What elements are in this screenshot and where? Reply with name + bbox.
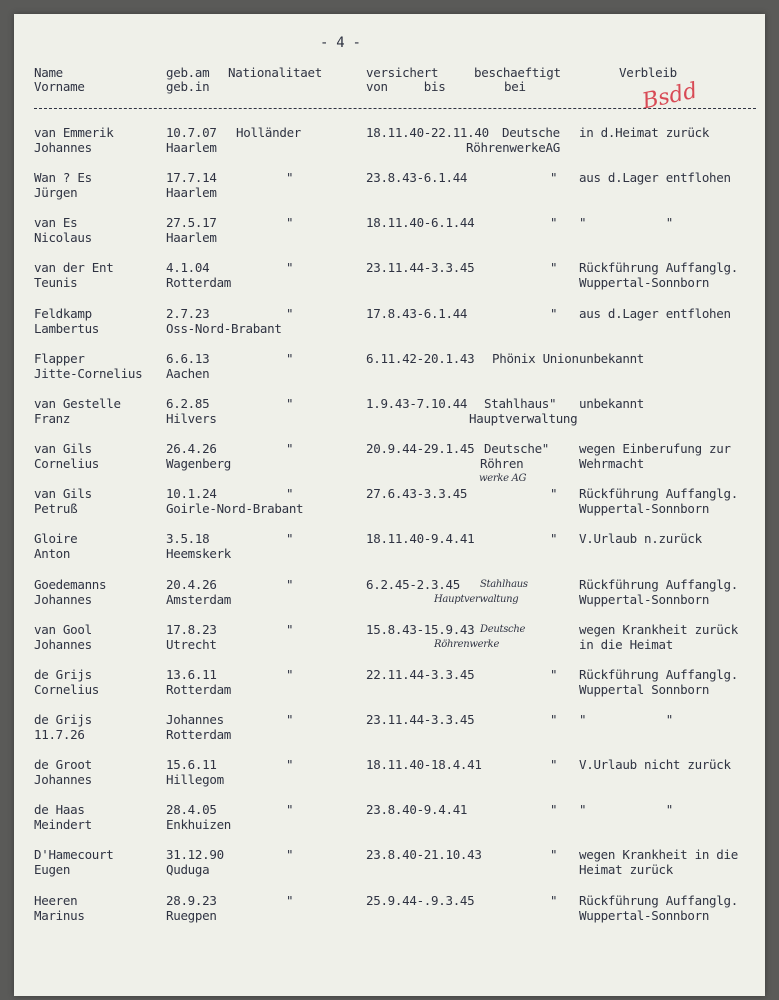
record-vorname: Johannes xyxy=(34,772,92,787)
record-vorname: Teunis xyxy=(34,275,78,290)
record-name: D'Hamecourt xyxy=(34,847,114,862)
record-birth-date: 17.7.14 xyxy=(166,170,217,185)
header-vorname: Vorname xyxy=(34,79,85,94)
page-number: - 4 - xyxy=(320,35,361,51)
record-whereabouts: Rückführung Auffanglg. xyxy=(579,893,738,908)
record-whereabouts: V.Urlaub n.zurück xyxy=(579,531,702,546)
record-whereabouts-line2: Wuppertal-Sonnborn xyxy=(579,592,710,607)
record-whereabouts: unbekannt xyxy=(579,396,645,411)
record-birth-date: 28.4.05 xyxy=(166,802,217,817)
record-whereabouts: " " xyxy=(579,712,673,727)
record-whereabouts-line2: in die Heimat xyxy=(579,637,673,652)
record-birth-date: 20.4.26 xyxy=(166,577,217,592)
record-birth-date: 6.6.13 xyxy=(166,351,210,366)
record-vorname: Franz xyxy=(34,411,71,426)
record-employer: " xyxy=(550,667,558,682)
record-name: de Grijs xyxy=(34,712,92,727)
record-vorname: Johannes xyxy=(34,592,92,607)
record-employer: Stahlhaus" xyxy=(484,396,557,411)
record-employer-line2: Hauptverwaltung xyxy=(434,594,519,605)
record-insured-period: 15.8.43-15.9.43 xyxy=(366,622,475,637)
record-name: van Emmerik xyxy=(34,125,114,140)
record-whereabouts: wegen Einberufung zur xyxy=(579,441,731,456)
record-employer: " xyxy=(550,757,558,772)
record-birth-date: 15.6.11 xyxy=(166,757,217,772)
record-name: Wan ? Es xyxy=(34,170,92,185)
record-birth-place: Quduga xyxy=(166,862,210,877)
record-nationality: " xyxy=(286,486,294,501)
record-insured-period: 23.8.40-9.4.41 xyxy=(366,802,468,817)
record-birth-place: Ruegpen xyxy=(166,908,217,923)
record-employer: Phönix Union xyxy=(492,351,579,366)
header-beschaeftigt: beschaeftigt xyxy=(474,65,561,80)
record-vorname: Cornelius xyxy=(34,456,100,471)
record-birth-place: Enkhuizen xyxy=(166,817,232,832)
record-birth-place: Haarlem xyxy=(166,230,217,245)
record-whereabouts: aus d.Lager entflohen xyxy=(579,306,731,321)
record-insured-period: 17.8.43-6.1.44 xyxy=(366,306,468,321)
record-insured-period: 27.6.43-3.3.45 xyxy=(366,486,468,501)
record-birth-date: 13.6.11 xyxy=(166,667,217,682)
record-insured-period: 6.11.42-20.1.43 xyxy=(366,351,475,366)
record-birth-place: Oss-Nord-Brabant xyxy=(166,321,282,336)
record-employer: " xyxy=(550,170,558,185)
record-employer-line2: Hauptverwaltung xyxy=(469,411,578,426)
record-vorname: Jürgen xyxy=(34,185,78,200)
record-insured-period: 22.11.44-3.3.45 xyxy=(366,667,475,682)
record-birth-date: 3.5.18 xyxy=(166,531,210,546)
record-birth-place: Rotterdam xyxy=(166,727,232,742)
record-birth-date: 4.1.04 xyxy=(166,260,210,275)
record-whereabouts: Rückführung Auffanglg. xyxy=(579,577,738,592)
record-whereabouts: Rückführung Auffanglg. xyxy=(579,486,738,501)
record-employer: Deutsche" xyxy=(484,441,550,456)
record-whereabouts: Rückführung Auffanglg. xyxy=(579,667,738,682)
record-insured-period: 18.11.40-9.4.41 xyxy=(366,531,475,546)
document-page xyxy=(14,14,765,996)
record-birth-place: Heemskerk xyxy=(166,546,232,561)
record-vorname: Meindert xyxy=(34,817,92,832)
record-employer: Deutsche xyxy=(502,125,560,140)
record-whereabouts: unbekannt xyxy=(579,351,645,366)
record-nationality: " xyxy=(286,802,294,817)
record-nationality: " xyxy=(286,667,294,682)
record-insured-period: 23.8.40-21.10.43 xyxy=(366,847,482,862)
header-verbleib: Verbleib xyxy=(619,65,677,80)
record-nationality: " xyxy=(286,351,294,366)
record-name: Goedemanns xyxy=(34,577,107,592)
record-vorname: Marinus xyxy=(34,908,85,923)
header-geb-in: geb.in xyxy=(166,79,210,94)
record-birth-date: 6.2.85 xyxy=(166,396,210,411)
record-vorname: Eugen xyxy=(34,862,71,877)
record-name: van der Ent xyxy=(34,260,114,275)
archive-stamp: Bsdd xyxy=(640,78,700,115)
record-name: de Groot xyxy=(34,757,92,772)
record-whereabouts: in d.Heimat zurück xyxy=(579,125,710,140)
record-birth-place: Amsterdam xyxy=(166,592,232,607)
record-employer: " xyxy=(550,893,558,908)
record-name: Flapper xyxy=(34,351,85,366)
record-name: van Es xyxy=(34,215,78,230)
record-employer-line3: werke AG xyxy=(479,473,527,484)
record-birth-place: Rotterdam xyxy=(166,275,232,290)
record-nationality: " xyxy=(286,893,294,908)
record-whereabouts: wegen Krankheit in die xyxy=(579,847,738,862)
record-nationality: " xyxy=(286,260,294,275)
record-vorname: 11.7.26 xyxy=(34,727,85,742)
record-birth-date: Johannes xyxy=(166,712,224,727)
record-employer-line2: Röhrenwerke xyxy=(434,639,500,650)
record-insured-period: 6.2.45-2.3.45 xyxy=(366,577,460,592)
record-birth-date: 10.7.07 xyxy=(166,125,217,140)
record-birth-date: 10.1.24 xyxy=(166,486,217,501)
record-vorname: Anton xyxy=(34,546,71,561)
record-insured-period: 1.9.43-7.10.44 xyxy=(366,396,468,411)
record-employer: " xyxy=(550,215,558,230)
header-divider xyxy=(34,108,756,109)
record-employer: " xyxy=(550,847,558,862)
record-vorname: Johannes xyxy=(34,140,92,155)
record-nationality: " xyxy=(286,396,294,411)
record-nationality: " xyxy=(286,712,294,727)
record-birth-place: Goirle-Nord-Brabant xyxy=(166,501,304,516)
header-name: Name xyxy=(34,65,63,80)
record-whereabouts: " " xyxy=(579,802,673,817)
record-vorname: Johannes xyxy=(34,637,92,652)
record-birth-date: 31.12.90 xyxy=(166,847,224,862)
record-birth-place: Haarlem xyxy=(166,140,217,155)
record-vorname: Nicolaus xyxy=(34,230,92,245)
record-name: van Gils xyxy=(34,441,92,456)
record-name: de Grijs xyxy=(34,667,92,682)
record-employer: " xyxy=(550,712,558,727)
record-birth-place: Hilvers xyxy=(166,411,217,426)
record-insured-period: 23.8.43-6.1.44 xyxy=(366,170,468,185)
record-vorname: Jitte-Cornelius xyxy=(34,366,143,381)
record-nationality: " xyxy=(286,306,294,321)
record-insured-period: 18.11.40-6.1.44 xyxy=(366,215,475,230)
record-employer: " xyxy=(550,306,558,321)
record-birth-place: Aachen xyxy=(166,366,210,381)
header-geb-am: geb.am xyxy=(166,65,210,80)
record-employer: " xyxy=(550,531,558,546)
record-employer-line2: Röhren xyxy=(480,456,524,471)
record-insured-period: 23.11.44-3.3.45 xyxy=(366,260,475,275)
record-birth-date: 28.9.23 xyxy=(166,893,217,908)
record-birth-place: Wagenberg xyxy=(166,456,232,471)
record-vorname: Cornelius xyxy=(34,682,100,697)
record-vorname: Lambertus xyxy=(34,321,100,336)
record-whereabouts: " " xyxy=(579,215,673,230)
record-employer: " xyxy=(550,802,558,817)
header-versichert: versichert xyxy=(366,65,439,80)
record-birth-place: Haarlem xyxy=(166,185,217,200)
record-whereabouts: Rückführung Auffanglg. xyxy=(579,260,738,275)
record-nationality: " xyxy=(286,577,294,592)
record-name: van Gils xyxy=(34,486,92,501)
record-whereabouts-line2: Wuppertal Sonnborn xyxy=(579,682,710,697)
record-birth-date: 2.7.23 xyxy=(166,306,210,321)
record-nationality: Holländer xyxy=(236,125,302,140)
record-insured-period: 25.9.44-.9.3.45 xyxy=(366,893,475,908)
record-birth-place: Utrecht xyxy=(166,637,217,652)
record-nationality: " xyxy=(286,847,294,862)
record-name: Heeren xyxy=(34,893,78,908)
record-nationality: " xyxy=(286,215,294,230)
record-insured-period: 18.11.40-18.4.41 xyxy=(366,757,482,772)
record-name: de Haas xyxy=(34,802,85,817)
record-birth-place: Rotterdam xyxy=(166,682,232,697)
record-whereabouts-line2: Wuppertal-Sonnborn xyxy=(579,908,710,923)
record-employer: Stahlhaus xyxy=(480,579,528,590)
record-whereabouts-line2: Wuppertal-Sonnborn xyxy=(579,501,710,516)
record-employer: " xyxy=(550,260,558,275)
record-whereabouts: wegen Krankheit zurück xyxy=(579,622,738,637)
record-whereabouts: V.Urlaub nicht zurück xyxy=(579,757,731,772)
record-insured-period: 18.11.40-22.11.40 xyxy=(366,125,489,140)
record-name: van Gestelle xyxy=(34,396,121,411)
record-nationality: " xyxy=(286,622,294,637)
record-insured-period: 20.9.44-29.1.45 xyxy=(366,441,475,456)
record-nationality: " xyxy=(286,757,294,772)
record-birth-place: Hillegom xyxy=(166,772,224,787)
header-bei: bei xyxy=(504,79,526,94)
record-birth-date: 27.5.17 xyxy=(166,215,217,230)
record-nationality: " xyxy=(286,441,294,456)
record-employer-line2: RöhrenwerkeAG xyxy=(466,140,560,155)
record-whereabouts-line2: Wehrmacht xyxy=(579,456,645,471)
record-vorname: Petruß xyxy=(34,501,78,516)
record-nationality: " xyxy=(286,170,294,185)
record-name: Gloire xyxy=(34,531,78,546)
record-whereabouts-line2: Wuppertal-Sonnborn xyxy=(579,275,710,290)
header-nationalitaet: Nationalitaet xyxy=(228,65,322,80)
record-name: van Gool xyxy=(34,622,92,637)
record-whereabouts-line2: Heimat zurück xyxy=(579,862,673,877)
record-employer: " xyxy=(550,486,558,501)
record-insured-period: 23.11.44-3.3.45 xyxy=(366,712,475,727)
record-employer: Deutsche xyxy=(480,624,526,635)
record-whereabouts: aus d.Lager entflohen xyxy=(579,170,731,185)
record-birth-date: 26.4.26 xyxy=(166,441,217,456)
record-nationality: " xyxy=(286,531,294,546)
record-birth-date: 17.8.23 xyxy=(166,622,217,637)
header-von-bis: von bis xyxy=(366,79,446,94)
record-name: Feldkamp xyxy=(34,306,92,321)
